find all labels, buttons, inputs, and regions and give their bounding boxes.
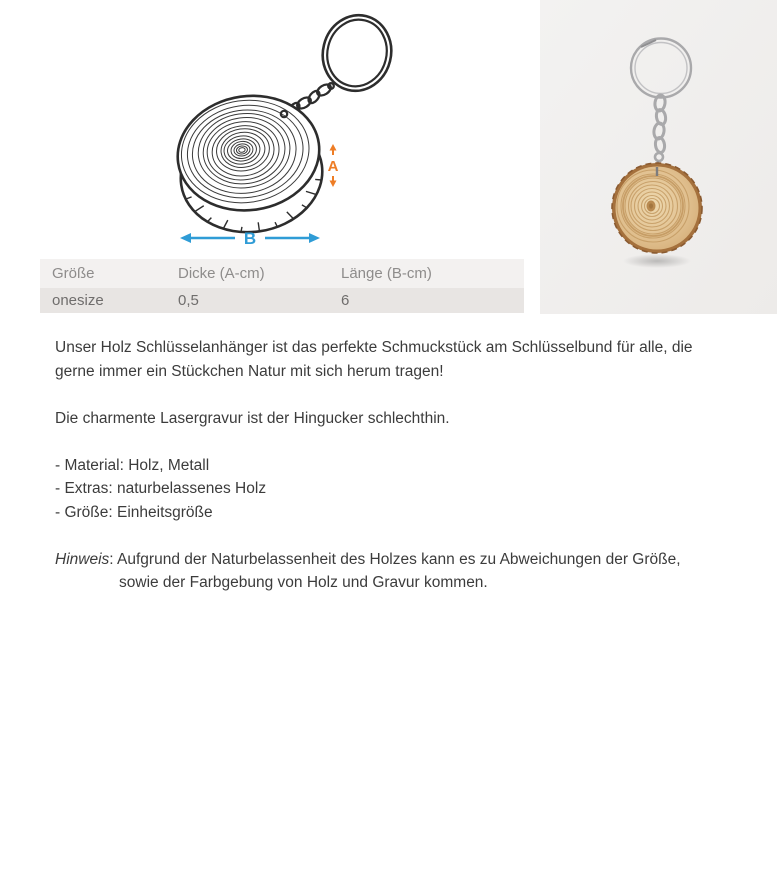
product-photo[interactable] xyxy=(540,0,777,314)
size-table-row xyxy=(40,288,524,313)
description-intro xyxy=(55,336,751,383)
dimension-b-label: B xyxy=(243,229,257,248)
dimension-b-marker xyxy=(180,229,320,248)
dimension-a-marker xyxy=(328,144,339,187)
feature-item-material: - Material: Holz, Metall xyxy=(55,456,210,474)
note-paragraph xyxy=(55,548,751,595)
size-table xyxy=(40,259,524,313)
size-table-header-laenge: Länge (B-cm) xyxy=(341,265,432,282)
note-label: Hinweis xyxy=(55,550,110,568)
intro-line-2: gerne immer ein Stückchen Natur mit sich herum tragen! xyxy=(55,362,444,380)
product-description xyxy=(55,336,751,595)
feature-item-extras: - Extras: naturbelassenes Holz xyxy=(55,480,267,497)
size-table-cell-dicke: 0,5 xyxy=(178,292,199,309)
size-table-header-row xyxy=(40,259,524,288)
size-diagram-drawing xyxy=(168,4,488,254)
size-table-header-groesse: Größe xyxy=(52,265,95,282)
size-table-cell-laenge: 6 xyxy=(341,292,350,309)
wood-slice-drawing-icon xyxy=(170,87,330,241)
feature-list xyxy=(55,454,751,525)
note-line-2: sowie der Farbgebung von Holz und Gravur kommen. xyxy=(119,574,488,591)
size-table-header-dicke: Dicke (A-cm) xyxy=(178,265,265,282)
dimension-a-label: A xyxy=(327,158,339,175)
note-line-1: Aufgrund der Naturbelassenheit des Holzes kann es zu Abweichungen der Größe, xyxy=(117,550,681,568)
size-table-cell-groesse: onesize xyxy=(52,292,104,309)
slice-shadow xyxy=(623,254,691,268)
description-highlight: Die charmente Lasergravur ist der Hingucker schlechthin. xyxy=(55,409,450,427)
photo-wood-slice xyxy=(612,163,702,253)
feature-item-groesse: - Größe: Einheitsgröße xyxy=(55,503,213,521)
note-separator: : xyxy=(109,550,118,568)
intro-line-1: Unser Holz Schlüsselanhänger ist das perfekte Schmuckstück am Schlüsselbund für alle, die xyxy=(55,339,693,356)
